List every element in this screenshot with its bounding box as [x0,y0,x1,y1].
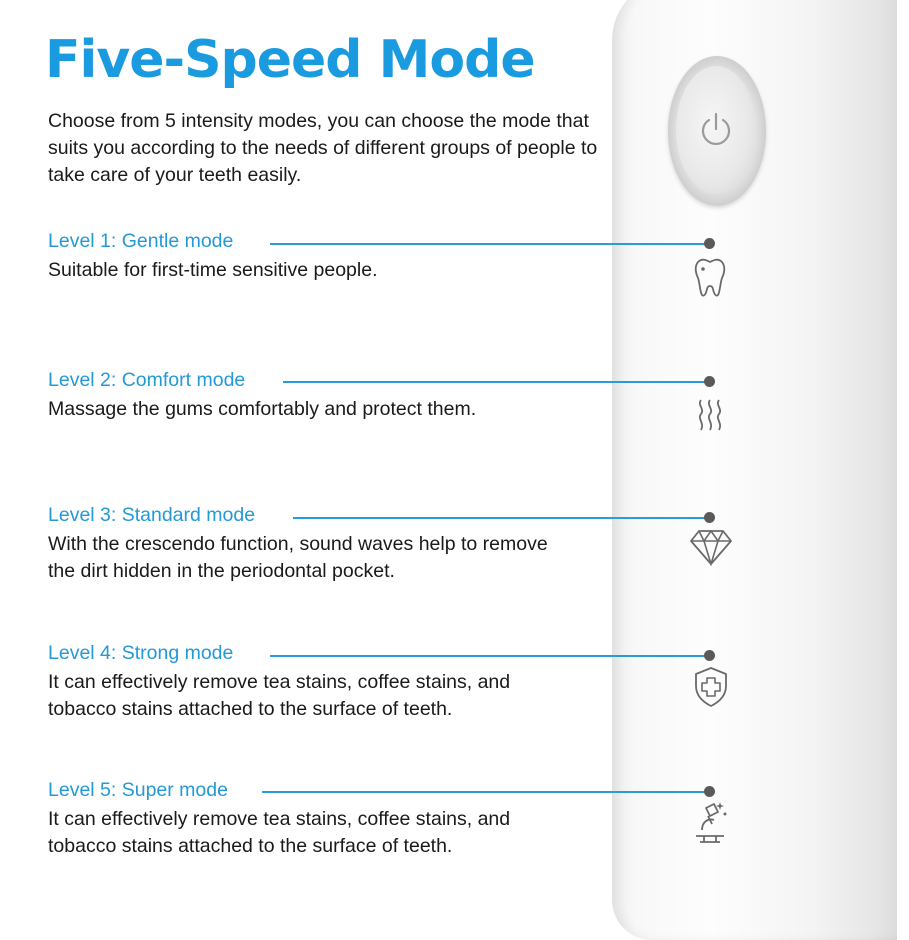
page-title: Five-Speed Mode [45,30,535,90]
leader-line-3 [293,517,710,519]
power-button[interactable] [676,66,756,194]
mode-indicator-dot-3 [704,512,715,523]
level-description: It can effectively remove tea stains, coffee stains, and tobacco stains attached to the surface of teeth. [48,808,511,857]
level-2 [48,369,648,423]
level-description: Suitable for first-time sensitive people. [48,259,378,281]
level-name: Level 4: Strong mode [48,642,243,665]
level-description: It can effectively remove tea stains, coffee stains, and tobacco stains attached to the surface of teeth. [48,671,511,720]
mode-indicator-dot-2 [704,376,715,387]
level-name: Level 2: Comfort mode [48,369,255,392]
leader-line-4 [270,655,710,657]
level-name: Level 5: Super mode [48,779,238,802]
mode-indicator-dot-4 [704,650,715,661]
level-name: Level 1: Gentle mode [48,230,243,253]
intro-text: Choose from 5 intensity modes, you can choose the mode that suits you according to the needs of different groups of people to take care of your teeth easily. [48,110,598,186]
leader-line-2 [283,381,710,383]
leader-line-1 [270,243,710,245]
level-name: Level 3: Standard mode [48,504,265,527]
leader-line-5 [262,791,710,793]
diamond-icon [689,528,733,566]
mode-indicator-dot-1 [704,238,715,249]
level-description: With the crescendo function, sound waves help to remove the dirt hidden in the periodontal pocket. [48,533,548,582]
waves-icon [694,398,726,434]
power-icon [695,109,737,151]
tooth-icon [692,256,728,298]
mode-indicator-dot-5 [704,786,715,797]
microscope-icon [690,800,730,846]
level-description: Massage the gums comfortably and protect them. [48,398,477,420]
shield-cross-icon [693,666,729,708]
level-1 [48,230,648,284]
